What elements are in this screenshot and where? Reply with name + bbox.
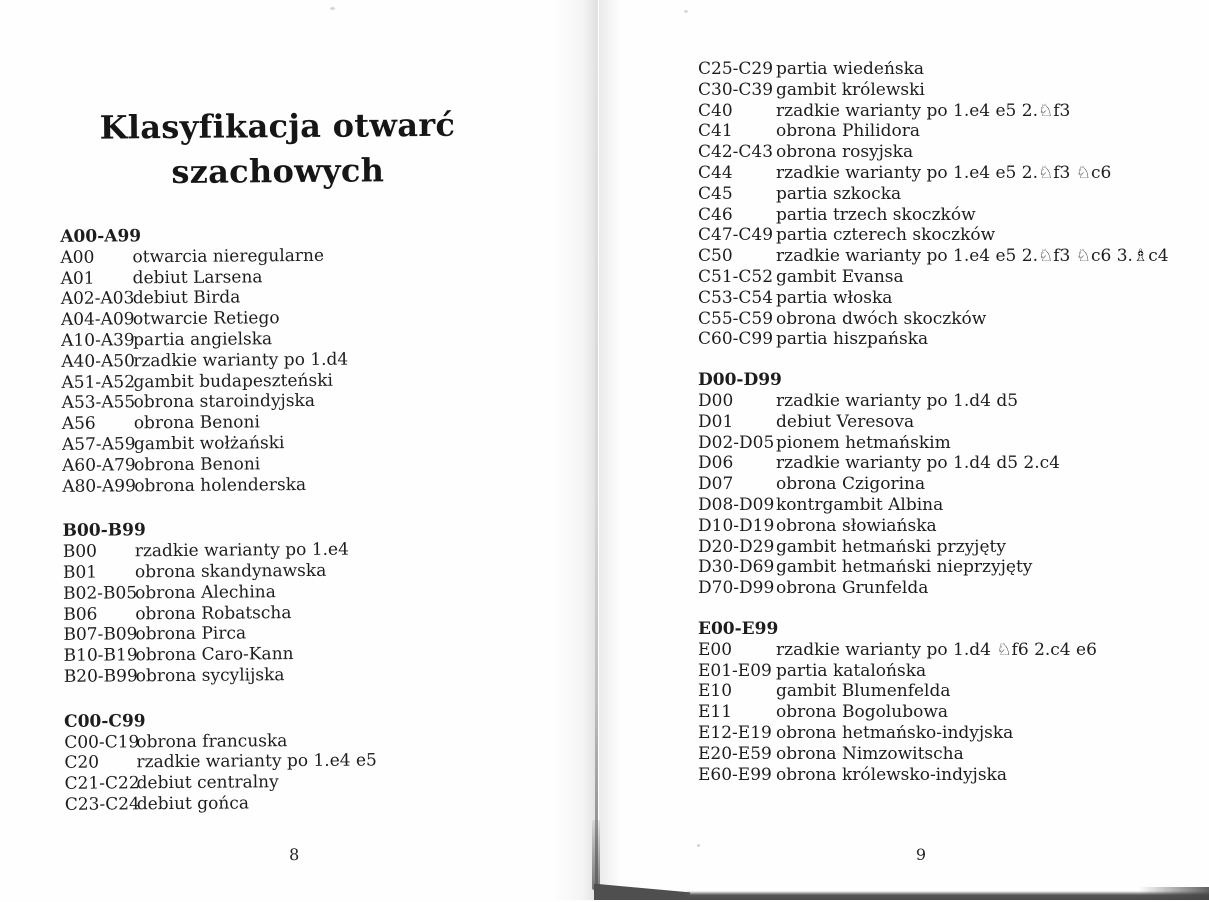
opening-name: debiut gońca [136, 793, 250, 815]
opening-name: obrona francuska [136, 730, 288, 752]
opening-name: obrona Benoni [133, 412, 260, 434]
opening-name: gambit królewski [776, 79, 925, 100]
opening-row [698, 391, 1198, 412]
eco-code: C21-C22 [64, 773, 140, 794]
opening-name: partia szkocka [776, 183, 902, 204]
opening-row [698, 661, 1198, 682]
opening-name: obrona królewsko-indyjska [776, 764, 1007, 785]
eco-code: C60-C99 [698, 329, 774, 350]
opening-name: debiut Birda [132, 287, 241, 309]
eco-code: E10 [698, 681, 733, 702]
scan-speck [697, 844, 700, 847]
opening-row [698, 765, 1198, 786]
opening-name: rzadkie warianty po 1.d4 d5 2.c4 [776, 453, 1060, 474]
opening-row [698, 59, 1198, 80]
eco-code: B02-B05 [63, 583, 138, 604]
page-number-right: 9 [915, 845, 927, 864]
opening-name: rzadkie warianty po 1.e4 e5 2.♘f3 ♘c6 3.♗c4 [776, 246, 1169, 267]
scan-shadow-bottom-edge [686, 891, 1209, 900]
eco-code: D07 [698, 474, 734, 495]
opening-name: obrona Alechina [135, 581, 276, 604]
opening-row [698, 578, 1198, 599]
opening-row [698, 516, 1198, 537]
eco-code: C00-C19 [64, 731, 140, 753]
openings-list-right [698, 59, 1198, 785]
gutter-shadow-left [552, 0, 596, 900]
opening-section [698, 619, 1198, 785]
scan-shadow-bottom-right [1139, 887, 1209, 900]
opening-name: kontrgambit Albina [776, 494, 944, 515]
eco-code: C30-C39 [698, 79, 774, 100]
scan-speck [684, 10, 688, 13]
opening-row [698, 267, 1198, 288]
opening-name: obrona Benoni [134, 454, 261, 476]
eco-code: C53-C54 [698, 287, 774, 308]
section-header: E00-E99 [698, 618, 779, 639]
opening-row [698, 80, 1198, 101]
eco-code: D08-D09 [698, 494, 775, 515]
opening-row [698, 329, 1198, 350]
opening-row [698, 744, 1198, 765]
eco-code: C55-C59 [698, 308, 774, 329]
opening-section [60, 223, 582, 497]
opening-name: gambit Blumenfelda [776, 681, 951, 702]
opening-name: obrona Pirca [135, 623, 247, 645]
page-left [0, 0, 597, 900]
eco-code: B20-B99 [63, 666, 138, 687]
opening-name: obrona Philidora [776, 121, 921, 142]
eco-code: C51-C52 [698, 266, 774, 287]
opening-row [698, 309, 1198, 330]
opening-name: obrona Bogolubowa [776, 702, 949, 723]
opening-row [698, 495, 1198, 516]
opening-name: partia trzech skoczków [776, 204, 976, 225]
opening-row [698, 101, 1198, 122]
opening-name: obrona Grunfelda [776, 578, 929, 599]
eco-code: D00 [698, 390, 734, 411]
opening-row [698, 184, 1198, 205]
eco-code: A10-A39 [61, 330, 135, 351]
opening-name: rzadkie warianty po 1.d4 ♘f6 2.c4 e6 [776, 639, 1097, 660]
opening-name: partia hiszpańska [776, 329, 929, 350]
eco-code: B01 [62, 562, 98, 583]
eco-code: E60-E99 [698, 764, 772, 785]
opening-name: obrona sycylijska [135, 665, 285, 687]
eco-code: A02-A03 [60, 288, 135, 310]
opening-name: debiut centralny [136, 772, 279, 794]
opening-name: obrona staroindyjska [133, 391, 316, 413]
opening-row [698, 412, 1198, 433]
opening-row [64, 663, 584, 688]
section-header: C00-C99 [64, 710, 146, 732]
page-right [600, 0, 1209, 900]
opening-row [698, 225, 1198, 246]
eco-code: A56 [61, 413, 96, 435]
eco-code: E12-E19 [698, 722, 772, 743]
spine-bottom-shadow [592, 820, 600, 890]
eco-code: A40-A50 [61, 351, 135, 372]
opening-name: gambit hetmański nieprzyjęty [776, 557, 1033, 578]
opening-name: partia angielska [133, 329, 273, 351]
eco-code: E11 [698, 702, 733, 723]
eco-code: C45 [698, 183, 733, 204]
opening-name: pionem hetmańskim [776, 432, 951, 453]
opening-name: partia włoska [776, 287, 893, 308]
opening-name: rzadkie warianty po 1.e4 e5 [136, 750, 377, 773]
opening-row [698, 433, 1198, 454]
opening-name: partia wiedeńska [776, 59, 925, 79]
opening-row [698, 557, 1198, 578]
opening-row [62, 472, 582, 497]
eco-code: C25-C29 [698, 59, 774, 79]
opening-name: gambit Evansa [776, 266, 904, 287]
opening-name: rzadkie warianty po 1.d4 [133, 349, 349, 372]
opening-name: otwarcia nieregularne [132, 245, 325, 268]
eco-code: D01 [698, 411, 734, 432]
opening-section [698, 370, 1198, 599]
opening-row [698, 723, 1198, 744]
eco-code: C47-C49 [698, 225, 774, 246]
eco-code: B10-B19 [63, 645, 138, 667]
eco-code: C40 [698, 100, 733, 121]
opening-name: otwarcie Retiego [132, 308, 280, 330]
eco-code: A51-A52 [61, 371, 136, 393]
openings-list-left [60, 223, 585, 816]
opening-row [698, 288, 1198, 309]
eco-code: C23-C24 [64, 794, 140, 815]
spine-line [595, 0, 598, 900]
opening-name: debiut Larsena [132, 266, 263, 288]
opening-section [698, 59, 1198, 350]
eco-code: C46 [698, 204, 733, 225]
opening-row [698, 474, 1198, 495]
eco-code: D06 [698, 453, 734, 474]
gutter-shadow-right [599, 0, 621, 900]
opening-name: obrona hetmańsko-indyjska [776, 722, 1014, 743]
opening-row [698, 453, 1198, 474]
opening-name: gambit wołżański [133, 433, 285, 455]
opening-name: obrona Caro-Kann [135, 644, 294, 666]
page-number-left: 8 [289, 845, 300, 865]
opening-name: obrona Nimzowitscha [776, 743, 964, 764]
opening-name: obrona Robatscha [135, 602, 292, 624]
title-line-1: Klasyfikacja otwarć [99, 105, 456, 147]
eco-code: B06 [63, 604, 98, 625]
opening-name: rzadkie warianty po 1.e4 [134, 539, 349, 562]
opening-name: rzadkie warianty po 1.e4 e5 2.♘f3 [776, 100, 1071, 121]
opening-section [64, 708, 585, 816]
opening-row [698, 537, 1198, 558]
eco-code: C41 [698, 121, 733, 142]
page-left-content [0, 0, 601, 902]
eco-code: A01 [60, 268, 95, 289]
opening-row [698, 681, 1198, 702]
opening-row [698, 121, 1198, 142]
eco-code: C50 [698, 246, 733, 267]
opening-name: gambit hetmański przyjęty [776, 536, 1006, 557]
opening-row [698, 246, 1198, 267]
opening-name: obrona skandynawska [134, 560, 327, 583]
eco-code: A04-A09 [60, 309, 135, 331]
opening-name: debiut Veresova [776, 411, 915, 432]
opening-row [698, 205, 1198, 226]
opening-row [698, 640, 1198, 661]
opening-name: obrona słowiańska [776, 515, 937, 536]
opening-name: gambit budapeszteński [133, 370, 334, 392]
opening-section [63, 517, 584, 687]
section-header: B00-B99 [62, 520, 146, 542]
page-title [33, 102, 522, 196]
opening-row [698, 163, 1198, 184]
eco-code: A00 [60, 247, 95, 268]
eco-code: E01-E09 [698, 660, 772, 681]
opening-row [698, 142, 1198, 163]
eco-code: E20-E59 [698, 743, 772, 764]
eco-code: C20 [64, 752, 100, 774]
opening-name: obrona holenderska [134, 474, 307, 496]
section-header: A00-A99 [60, 226, 142, 247]
eco-code: A57-A59 [61, 434, 136, 455]
eco-code: D02-D05 [698, 432, 775, 453]
eco-code: B00 [62, 541, 97, 563]
eco-code: D30-D69 [698, 557, 775, 578]
opening-row [65, 791, 585, 816]
opening-name: obrona rosyjska [776, 142, 914, 163]
scan-speck [330, 7, 335, 10]
eco-code: A60-A79 [62, 455, 136, 476]
eco-code: B07-B09 [63, 624, 138, 646]
opening-name: obrona dwóch skoczków [776, 308, 987, 329]
eco-code: C42-C43 [698, 142, 774, 163]
eco-code: D70-D99 [698, 578, 775, 599]
eco-code: E00 [698, 639, 733, 660]
eco-code: C44 [698, 162, 733, 183]
eco-code: A80-A99 [62, 475, 136, 497]
eco-code: D10-D19 [698, 515, 775, 536]
opening-name: partia czterech skoczków [776, 225, 996, 246]
eco-code: D20-D29 [698, 536, 775, 557]
opening-name: rzadkie warianty po 1.d4 d5 [776, 390, 1019, 411]
opening-name: partia katalońska [776, 660, 927, 681]
opening-name: rzadkie warianty po 1.e4 e5 2.♘f3 ♘c6 [776, 162, 1112, 183]
title-line-2: szachowych [171, 151, 385, 192]
opening-row [698, 702, 1198, 723]
eco-code: A53-A55 [61, 392, 136, 414]
opening-name: obrona Czigorina [776, 474, 926, 495]
section-header: D00-D99 [698, 370, 782, 391]
